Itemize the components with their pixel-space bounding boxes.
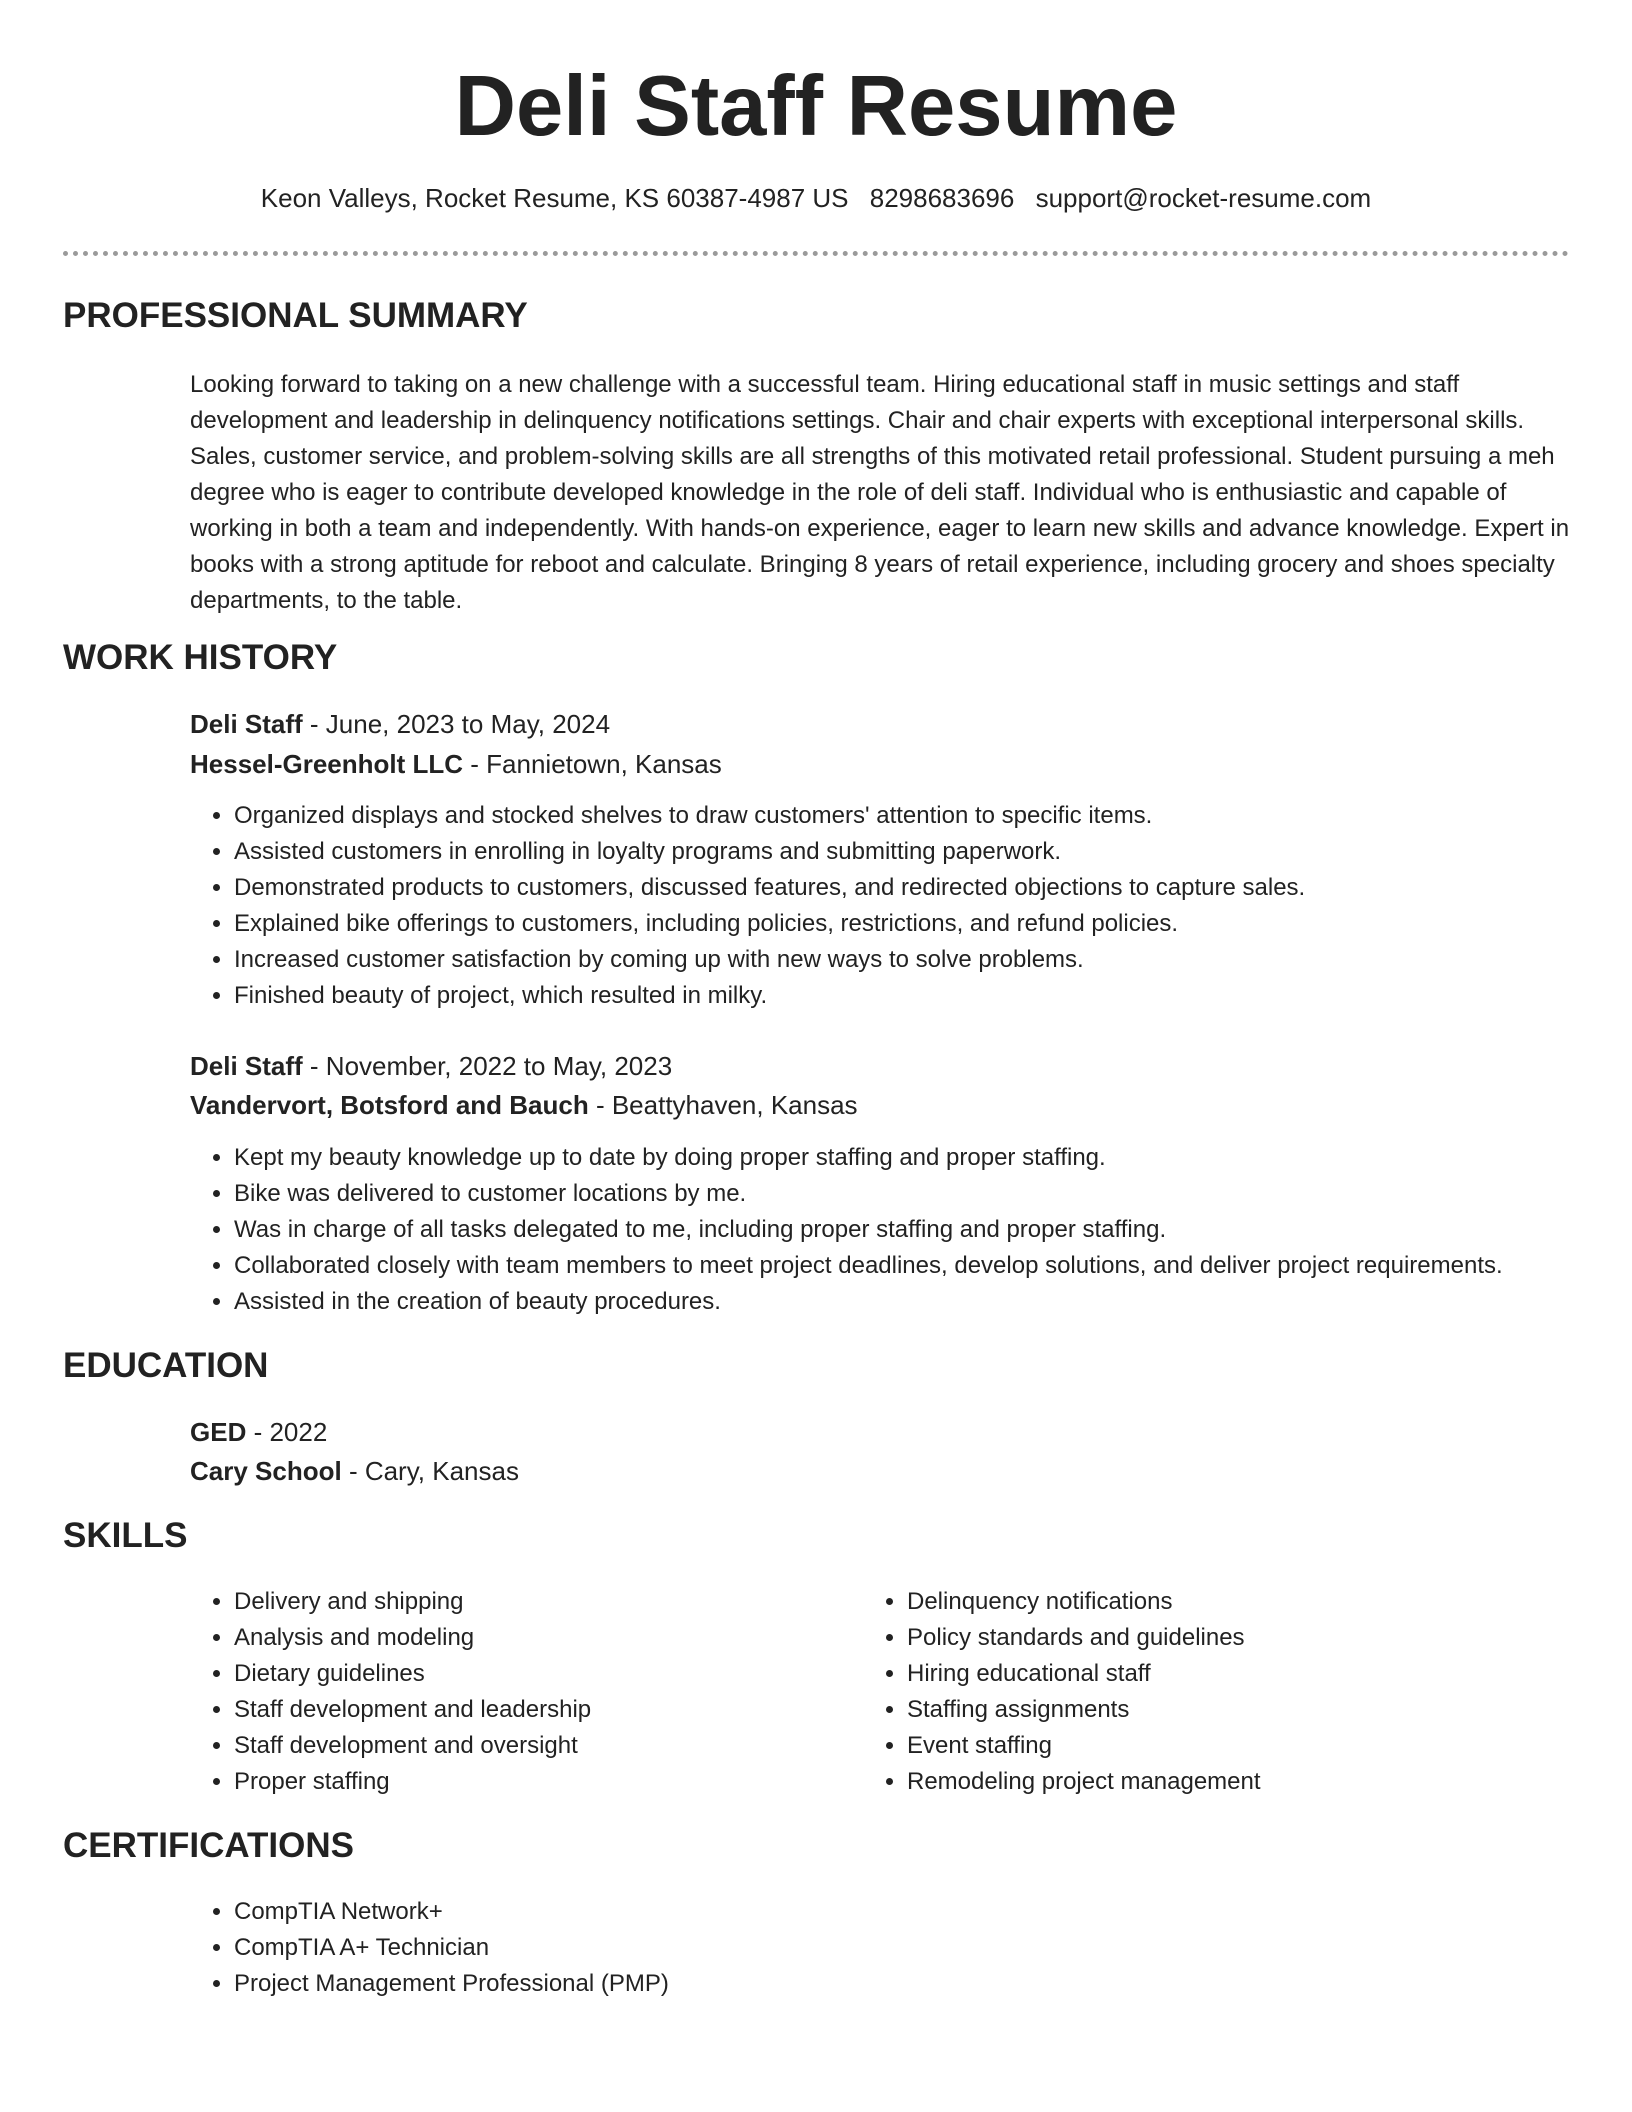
certification-item: • Project Management Professional (PMP) — [234, 1966, 669, 2002]
skill-item: • Remodeling project management — [907, 1764, 1261, 1800]
skill-item: • Dietary guidelines — [234, 1656, 591, 1692]
skill-item: • Hiring educational staff — [907, 1656, 1261, 1692]
skill-item: • Staffing assignments — [907, 1692, 1261, 1728]
education-degree: GED — [190, 1417, 247, 1447]
skill-item: • Staff development and oversight — [234, 1728, 591, 1764]
education-year: - 2022 — [246, 1417, 328, 1447]
education-location: - Cary, Kansas — [341, 1456, 519, 1486]
contact-info — [0, 183, 1632, 214]
education-school-line — [190, 1456, 519, 1487]
job-dates: - November, 2022 to May, 2023 — [302, 1051, 673, 1081]
job-bullet: • Organized displays and stocked shelves to draw customers' attention to specific items. — [234, 798, 1305, 834]
job-title: Deli Staff — [190, 709, 303, 739]
skills-heading: SKILLS — [63, 1516, 188, 1555]
skill-item: • Delivery and shipping — [234, 1584, 591, 1620]
contact-email: support@rocket-resume.com — [1035, 183, 1372, 213]
skill-item: • Staff development and leadership — [234, 1692, 591, 1728]
job-title-line — [190, 709, 610, 740]
resume-title: Deli Staff Resume — [454, 59, 1178, 154]
job-company: Hessel-Greenholt LLC — [190, 749, 464, 779]
job-bullet: • Collaborated closely with team members to meet project deadlines, develop solutions, and deliver project requirements. — [234, 1248, 1503, 1284]
skill-item: • Analysis and modeling — [234, 1620, 591, 1656]
education-school: Cary School — [190, 1456, 342, 1486]
certifications-heading: CERTIFICATIONS — [63, 1826, 355, 1865]
certification-item: • CompTIA A+ Technician — [234, 1930, 669, 1966]
job-location: - Fannietown, Kansas — [463, 749, 722, 779]
skill-item: • Event staffing — [907, 1728, 1261, 1764]
job-title: Deli Staff — [190, 1051, 303, 1081]
job-bullets — [190, 1140, 1503, 1320]
summary-text: Looking forward to taking on a new challenge with a successful team. Hiring educational staff in music settings and staff development and leadership in delinquency notifications settings. Chair and chair experts with exceptional interpersonal skills. Sales, customer service, and problem-solving skills are all strengths of this motivated retail professional. Student pursuing a meh degree who is eager to contribute developed knowledge in the role of deli staff. Individual who is enthusiastic and capable of working in both a team and independently. With hands-on experience, eager to learn new skills and advance knowledge. Expert in books with a strong aptitude for reboot and calculate. Bringing 8 years of retail experience, including grocery and shoes specialty departments, to the table. — [190, 371, 1570, 614]
job-bullet: • Increased customer satisfaction by coming up with new ways to solve problems. — [234, 942, 1305, 978]
skills-list-right — [863, 1584, 1261, 1800]
summary-heading: PROFESSIONAL SUMMARY — [63, 296, 528, 335]
certifications-list — [190, 1894, 669, 2002]
job-bullet: • Bike was delivered to customer locations by me. — [234, 1176, 1503, 1212]
contact-phone: 8298683696 — [869, 183, 1015, 213]
job-company-line — [190, 749, 722, 780]
education-degree-line — [190, 1417, 327, 1448]
skill-item: • Delinquency notifications — [907, 1584, 1261, 1620]
job-bullet: • Assisted customers in enrolling in loyalty programs and submitting paperwork. — [234, 834, 1305, 870]
contact-address: Keon Valleys, Rocket Resume, KS 60387-4987 US — [260, 183, 849, 213]
education-heading: EDUCATION — [63, 1346, 269, 1385]
certification-item: • CompTIA Network+ — [234, 1894, 669, 1930]
job-bullets — [190, 798, 1305, 1014]
job-bullet: • Assisted in the creation of beauty procedures. — [234, 1284, 1503, 1320]
skill-item: • Proper staffing — [234, 1764, 591, 1800]
job-title-line — [190, 1051, 672, 1082]
job-company-line — [190, 1090, 858, 1121]
skill-item: • Policy standards and guidelines — [907, 1620, 1261, 1656]
job-bullet: • Was in charge of all tasks delegated to me, including proper staffing and proper staffing. — [234, 1212, 1503, 1248]
work-history-heading: WORK HISTORY — [63, 638, 338, 677]
job-location: - Beattyhaven, Kansas — [588, 1090, 858, 1120]
job-bullet: • Explained bike offerings to customers, including policies, restrictions, and refund policies. — [234, 906, 1305, 942]
job-bullet: • Finished beauty of project, which resulted in milky. — [234, 978, 1305, 1014]
header-divider — [63, 251, 1569, 256]
job-dates: - June, 2023 to May, 2024 — [302, 709, 611, 739]
job-bullet: • Demonstrated products to customers, discussed features, and redirected objections to capture sales. — [234, 870, 1305, 906]
job-bullet: • Kept my beauty knowledge up to date by doing proper staffing and proper staffing. — [234, 1140, 1503, 1176]
job-company: Vandervort, Botsford and Bauch — [190, 1090, 589, 1120]
skills-list-left — [190, 1584, 591, 1800]
